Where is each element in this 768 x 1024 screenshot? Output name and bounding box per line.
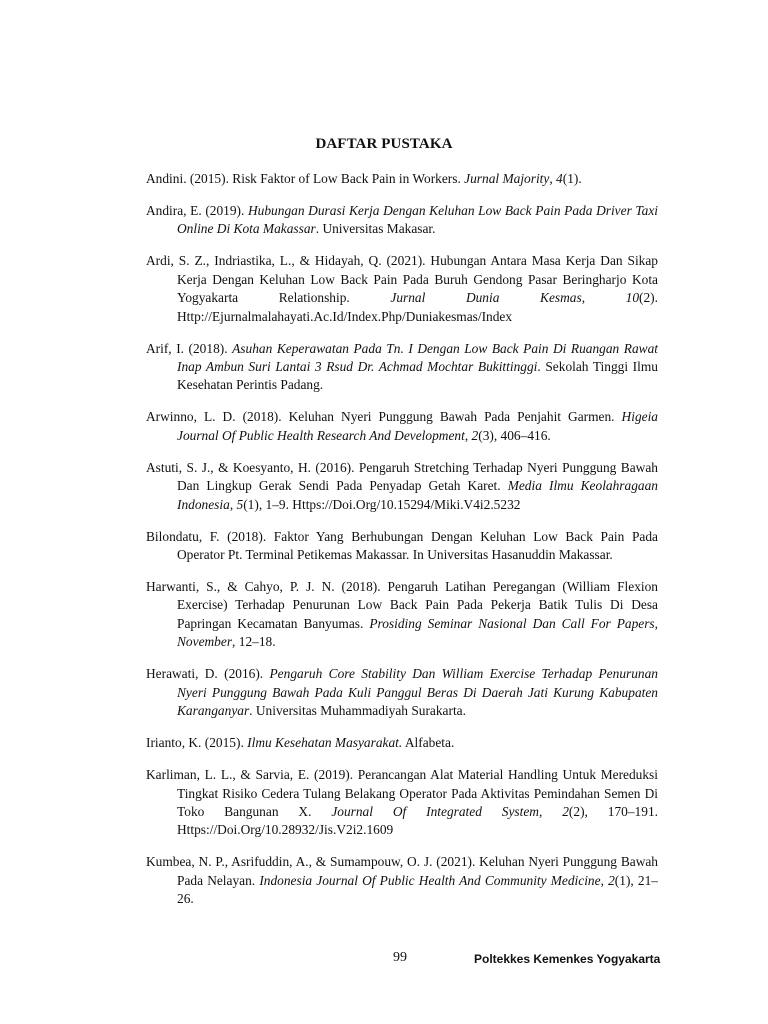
reference-italic-text: Media Ilmu Keolahragaan Indonesia xyxy=(177,478,658,512)
reference-text: , xyxy=(600,872,609,888)
reference-text: Irianto, K. (2015). xyxy=(146,735,248,751)
reference-text: Kumbea, N. P., Asrifuddin, A., & Sumampouw, O. J. (2021). Keluhan Nyeri Punggung Bawah Pada Nelayan. xyxy=(146,854,658,888)
reference-italic-text: 5 xyxy=(236,496,244,512)
reference-italic-text: 2 xyxy=(608,872,615,888)
reference-list xyxy=(146,170,658,922)
reference-entry xyxy=(146,459,658,514)
reference-italic-text: Prosiding Seminar Nasional Dan Call For Papers xyxy=(369,615,655,631)
reference-text: , xyxy=(229,496,237,512)
reference-italic-text: Pengaruh Core Stability Dan William Exercise Terhadap Penurunan Nyeri Punggung Bawah Pada Kuli Panggul Beras Di Daerah Jati Kurung Kabupaten Karanganyar xyxy=(177,666,659,719)
reference-text: Karliman, L. L., & Sarvia, E. (2019). Perancangan Alat Material Handling Untuk Mereduksi Tingkat Risiko Cedera Tulang Belakang Operator Pada Aktivitas Pemindahan Semen Di Toko Bangunan X. xyxy=(146,767,658,819)
reference-italic-text: Hubungan Durasi Kerja Dengan Keluhan Low Back Pain Pada Driver Taxi Online Di Kota Makassar xyxy=(177,203,658,237)
page-number: 99 xyxy=(393,950,407,965)
reference-text: Bilondatu, F. (2018). Faktor Yang Berhubungan Dengan Keluhan Low Back Pain Pada Operator Pt. Terminal Petikemas Makassar. In Universitas Hasanuddin Makassar. xyxy=(146,528,658,563)
reference-italic-text: Indonesia Journal Of Public Health And Community Medicine xyxy=(259,872,601,888)
reference-italic-text: 2 xyxy=(562,803,569,819)
reference-italic-text: 4 xyxy=(556,171,563,186)
reference-text: . Universitas Makasar. xyxy=(315,221,436,237)
reference-entry xyxy=(146,853,658,908)
reference-text: (1), 1–9. Https://Doi.Org/10.15294/Miki.V4i2.5232 xyxy=(243,496,521,512)
reference-italic-text: 2 xyxy=(471,427,479,443)
reference-italic-text: Higeia Journal Of Public Health Research And Development xyxy=(177,409,658,443)
reference-entry xyxy=(146,340,658,395)
reference-italic-text: Asuhan Keperawatan Pada Tn. I Dengan Low Back Pain Di Ruangan Rawat Inap Ambun Suri Lantai 3 Rsud Dr. Achmad Mochtar Bukittinggi xyxy=(177,340,658,375)
reference-text: (1). xyxy=(562,171,582,186)
reference-text: Arwinno, L. D. (2018). Keluhan Nyeri Punggung Bawah Pada Penjahit Garmen. xyxy=(146,409,622,425)
reference-entry xyxy=(146,766,658,840)
reference-italic-text: November xyxy=(177,634,233,650)
reference-italic-text: Jurnal Majority xyxy=(464,171,550,186)
reference-entry xyxy=(146,408,658,445)
reference-text: Ardi, S. Z., Indriastika, L., & Hidayah, Q. (2021). Hubungan Antara Masa Kerja Dan Sikap Kerja Dengan Keluhan Low Back Pain Pada Buruh Gendong Pasar Beringharjo Kota Yogyakarta Relationship. xyxy=(146,253,658,306)
reference-entry xyxy=(146,665,658,720)
reference-text: Alfabeta. xyxy=(402,735,455,751)
reference-text: Andira, E. (2019). xyxy=(146,203,248,218)
reference-text: Harwanti, S., & Cahyo, P. J. N. (2018). Pengaruh Latihan Peregangan (William Flexion Exercise) Terhadap Penurunan Low Back Pain Pada Pekerja Batik Tulis Di Desa Papringan Kecamatan Banyumas. xyxy=(146,579,658,631)
reference-text: , xyxy=(538,803,563,819)
reference-entry xyxy=(146,252,658,326)
reference-entry xyxy=(146,170,658,188)
reference-text: . Sekolah Tinggi Ilmu Kesehatan Perintis Padang. xyxy=(177,359,658,393)
reference-entry xyxy=(146,202,658,239)
reference-text: , xyxy=(654,615,659,631)
reference-entry xyxy=(146,734,658,752)
reference-text: (2), 170–191. Https://Doi.Org/10.28932/Jis.V2i2.1609 xyxy=(177,803,658,838)
reference-text: Astuti, S. J., & Koesyanto, H. (2016). Pengaruh Stretching Terhadap Nyeri Punggung Bawah Dan Lingkup Gerak Sendi Pada Penyadap Getah Karet. xyxy=(146,459,658,494)
reference-text: (2). Http://Ejurnalmalahayati.Ac.Id/Index.Php/Duniakesmas/Index xyxy=(177,290,658,324)
reference-text: , xyxy=(464,427,472,443)
page-title: DAFTAR PUSTAKA xyxy=(315,136,453,152)
footer-institution: Poltekkes Kemenkes Yogyakarta xyxy=(474,952,661,966)
reference-text: . Universitas Muhammadiyah Surakarta. xyxy=(249,703,466,719)
reference-text: (1), 21–26. xyxy=(177,872,659,907)
reference-text: , xyxy=(549,171,557,186)
reference-entry xyxy=(146,578,658,652)
reference-italic-text: 10 xyxy=(625,290,640,306)
reference-text: , xyxy=(581,290,626,306)
reference-italic-text: Ilmu Kesehatan Masyarakat. xyxy=(247,735,403,751)
reference-text: Herawati, D. (2016). xyxy=(146,666,270,682)
reference-text: , 12–18. xyxy=(232,634,276,650)
reference-text: Andini. (2015). Risk Faktor of Low Back Pain in Workers. xyxy=(146,171,465,186)
reference-text: (3), 406–416. xyxy=(478,427,551,443)
reference-italic-text: Jurnal Dunia Kesmas xyxy=(390,290,582,306)
reference-entry xyxy=(146,528,658,565)
reference-text: Arif, I. (2018). xyxy=(146,340,233,356)
reference-italic-text: Journal Of Integrated System xyxy=(331,803,539,819)
